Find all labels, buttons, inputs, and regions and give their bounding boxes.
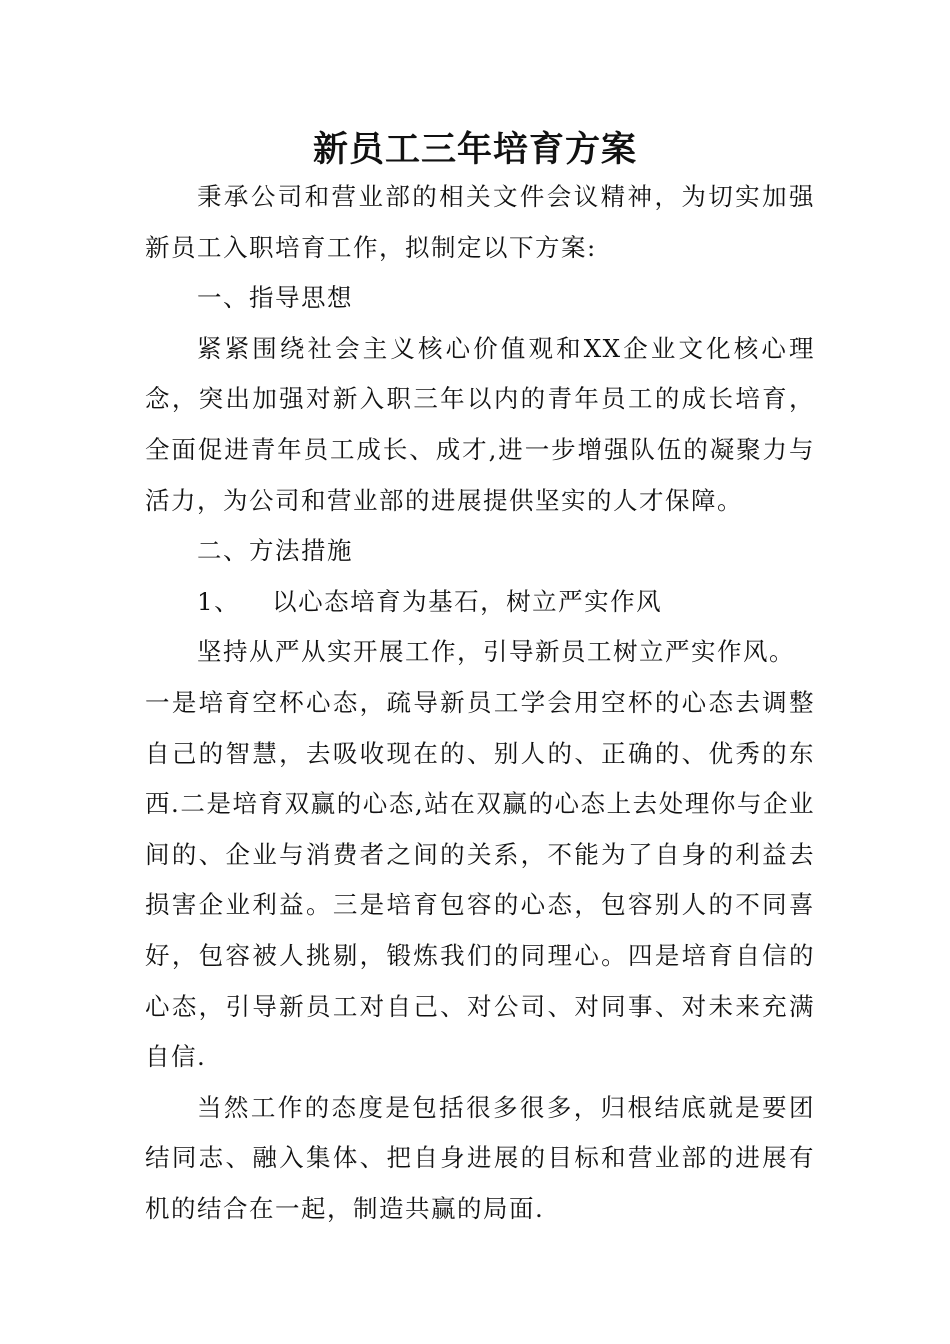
closing-paragraph: 当然工作的态度是包括很多很多，归根结底就是要团结同志、融入集体、把自身进展的目标和营业部的进展有机的结合在一起，制造共赢的局面. [145, 1092, 815, 1223]
section1-heading: 一、指导思想 [197, 283, 353, 313]
intro-paragraph: 秉承公司和营业部的相关文件会议精神，为切实加强新员工入职培育工作，拟制定以下方案: [145, 182, 815, 262]
item1-lead-paragraph: 坚持从严从实开展工作，引导新员工树立严实作风。 [197, 637, 795, 667]
item1-heading: 以心态培育为基石，树立严实作风 [272, 586, 663, 616]
item1-heading-line [145, 577, 815, 628]
document-title: 新员工三年培育方案 [312, 129, 637, 170]
item1-body-paragraph: 一是培育空杯心态，疏导新员工学会用空杯的心态去调整自己的智慧，去吸收现在的、别人的、正确的、优秀的东西.二是培育双赢的心态,站在双赢的心态上去处理你与企业间的、企业与消费者之间的关系，不能为了自身的利益去损害企业利益。三是培育包容的心态，包容别人的不同喜好，包容被人挑剔，锻炼我们的同理心。四是培育自信的心态，引导新员工对自己、对公司、对同事、对未来充满自信. [145, 687, 815, 1072]
section2-heading: 二、方法措施 [197, 536, 353, 566]
document-body [145, 172, 815, 1234]
item1-number: 1、 [197, 586, 241, 616]
section1-paragraph: 紧紧围绕社会主义核心价值观和XX企业文化核心理念，突出加强对新入职三年以内的青年员工的成长培育，全面促进青年员工成长、成才,进一步增强队伍的凝聚力与活力，为公司和营业部的进展提供坚实的人才保障。 [145, 333, 815, 515]
